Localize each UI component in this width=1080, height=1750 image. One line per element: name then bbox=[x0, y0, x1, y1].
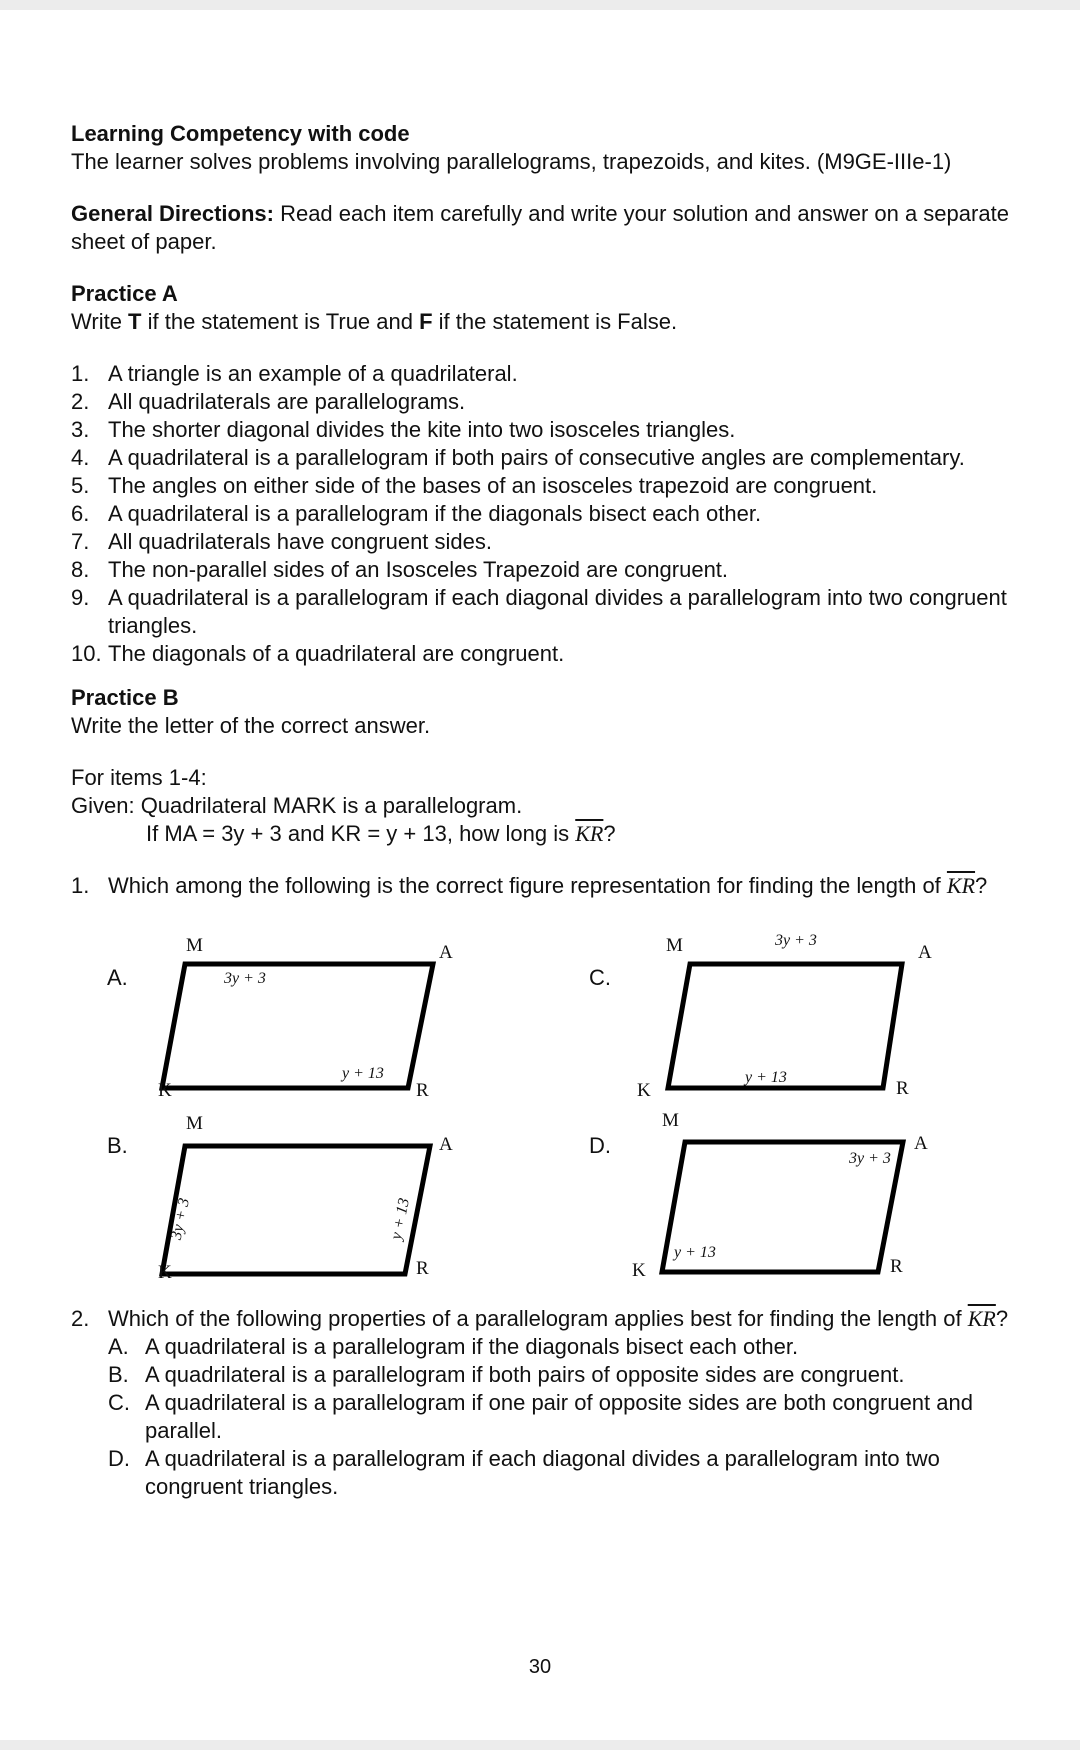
choice-text: A quadrilateral is a parallelogram if the diagonals bisect each other. bbox=[145, 1334, 799, 1359]
condition-text: ? bbox=[603, 821, 616, 846]
vertex-k: K bbox=[158, 1262, 172, 1283]
side-label-top: 3y + 3 bbox=[224, 970, 266, 987]
answer-choices bbox=[108, 1333, 1011, 1501]
vertex-m: M bbox=[662, 1110, 679, 1131]
list-item bbox=[71, 444, 1011, 472]
vertex-k: K bbox=[158, 1080, 172, 1101]
competency-text: The learner solves problems involving parallelograms, trapezoids, and kites. (M9GE-IIIe-1) bbox=[71, 149, 952, 174]
directions-text: Read each item carefully and write your solution and answer on a separate sheet of paper. bbox=[71, 201, 1009, 254]
side-label-bottom: y + 13 bbox=[342, 1065, 384, 1082]
choice-letter: A. bbox=[108, 1334, 129, 1359]
list-item bbox=[71, 388, 1011, 416]
question-body: Which of the following properties of a parallelogram applies best for finding the length of bbox=[108, 1306, 968, 1331]
vertex-m: M bbox=[186, 1113, 203, 1134]
item-text: The non-parallel sides of an Isosceles Trapezoid are congruent. bbox=[108, 557, 729, 582]
item-text: A quadrilateral is a parallelogram if both pairs of consecutive angles are complementary. bbox=[108, 445, 965, 470]
instr-text: Write bbox=[71, 309, 129, 334]
segment-kr: $\overline{KR}$ bbox=[967, 1306, 996, 1331]
item-number: 7. bbox=[71, 529, 90, 554]
page-content bbox=[71, 120, 1011, 900]
list-item bbox=[71, 360, 1011, 388]
side-label-bottom: y + 13 bbox=[674, 1244, 716, 1261]
choice-text: A quadrilateral is a parallelogram if each diagonal divides a parallelogram into two congruent triangles. bbox=[145, 1446, 940, 1499]
question-text bbox=[108, 872, 1011, 900]
question-2-block bbox=[71, 1305, 1011, 1501]
side-label-left: 3y + 3 bbox=[167, 1196, 194, 1242]
option-label-c: C. bbox=[589, 965, 611, 990]
side-label-top: 3y + 3 bbox=[775, 932, 817, 949]
item-text: The shorter diagonal divides the kite into two isosceles triangles. bbox=[108, 417, 736, 442]
vertex-r: R bbox=[896, 1078, 909, 1099]
practice-a-instructions bbox=[71, 308, 1011, 336]
figure-option-c bbox=[580, 932, 960, 1110]
practice-b-heading: Practice B bbox=[71, 685, 179, 710]
segment-kr: $\overline{KR}$ bbox=[575, 821, 604, 846]
vertex-a: A bbox=[439, 942, 453, 963]
choice-text: A quadrilateral is a parallelogram if one pair of opposite sides are both congruent and parallel. bbox=[145, 1390, 973, 1443]
choice-letter: D. bbox=[108, 1446, 130, 1471]
side-label-bottom: y + 13 bbox=[745, 1069, 787, 1086]
question-end: ? bbox=[995, 1306, 1009, 1331]
item-number: 6. bbox=[71, 501, 90, 526]
item-number: 9. bbox=[71, 585, 90, 610]
item-number: 4. bbox=[71, 445, 90, 470]
competency-heading: Learning Competency with code bbox=[71, 121, 410, 146]
question-number: 2. bbox=[71, 1306, 90, 1331]
page-number: 30 bbox=[528, 1656, 552, 1678]
vertex-r: R bbox=[890, 1256, 903, 1277]
directions bbox=[71, 200, 1011, 256]
given-text: Given: Quadrilateral MARK is a parallelogram. bbox=[71, 793, 523, 818]
choice-letter: C. bbox=[108, 1390, 130, 1415]
vertex-a: A bbox=[439, 1134, 453, 1155]
list-item bbox=[71, 640, 1011, 668]
option-label-a: A. bbox=[107, 965, 128, 990]
item-text: A triangle is an example of a quadrilateral. bbox=[108, 361, 518, 386]
practice-b-instructions: Write the letter of the correct answer. bbox=[71, 713, 431, 738]
instr-text: if the statement is True and bbox=[141, 309, 420, 334]
instr-text: if the statement is False. bbox=[432, 309, 678, 334]
question-end: ? bbox=[975, 873, 988, 898]
list-item bbox=[71, 416, 1011, 444]
parallelogram-shape bbox=[162, 1146, 430, 1274]
vertex-a: A bbox=[914, 1133, 928, 1154]
document-page bbox=[0, 10, 1080, 1740]
vertex-m: M bbox=[186, 935, 203, 956]
segment-kr: $\overline{KR}$ bbox=[946, 873, 976, 898]
choice-letter: B. bbox=[108, 1362, 129, 1387]
item-number: 5. bbox=[71, 473, 90, 498]
parallelogram-shape bbox=[162, 964, 433, 1088]
question-text bbox=[108, 1305, 1011, 1333]
figure-option-d bbox=[580, 1110, 960, 1290]
vertex-r: R bbox=[416, 1080, 429, 1101]
side-label-right: 3y + 3 bbox=[849, 1150, 891, 1167]
vertex-r: R bbox=[416, 1258, 429, 1279]
question-2 bbox=[71, 1305, 1011, 1333]
vertex-k: K bbox=[637, 1080, 651, 1101]
list-item bbox=[71, 528, 1011, 556]
question-body: Which among the following is the correct figure representation for finding the length of bbox=[108, 873, 947, 898]
condition-text: If MA = 3y + 3 and KR = y + 13, how long is bbox=[146, 821, 576, 846]
item-text: The diagonals of a quadrilateral are congruent. bbox=[108, 641, 565, 666]
instr-t: T bbox=[128, 309, 142, 334]
item-text: All quadrilaterals have congruent sides. bbox=[108, 529, 493, 554]
option-label-b: B. bbox=[107, 1133, 128, 1158]
question-number: 1. bbox=[71, 873, 90, 898]
choice-a bbox=[108, 1333, 1011, 1361]
list-item bbox=[71, 584, 1011, 640]
item-number: 2. bbox=[71, 389, 90, 414]
vertex-k: K bbox=[632, 1260, 646, 1281]
item-text: All quadrilaterals are parallelograms. bbox=[108, 389, 466, 414]
item-number: 1. bbox=[71, 361, 90, 386]
option-label-d: D. bbox=[589, 1133, 611, 1158]
practice-a-heading: Practice A bbox=[71, 281, 178, 306]
figure-option-a bbox=[100, 935, 480, 1110]
question-1 bbox=[71, 872, 1011, 900]
item-text: A quadrilateral is a parallelogram if each diagonal divides a parallelogram into two congruent triangles. bbox=[108, 585, 1007, 638]
choice-c bbox=[108, 1389, 1011, 1445]
choice-b bbox=[108, 1361, 1011, 1389]
practice-a-list bbox=[71, 360, 1011, 668]
instr-f: F bbox=[419, 309, 433, 334]
item-number: 8. bbox=[71, 557, 90, 582]
vertex-a: A bbox=[918, 942, 932, 963]
choice-text: A quadrilateral is a parallelogram if both pairs of opposite sides are congruent. bbox=[145, 1362, 905, 1387]
vertex-m: M bbox=[666, 935, 683, 956]
list-item bbox=[71, 556, 1011, 584]
figure-option-b bbox=[100, 1113, 480, 1290]
side-label-right: y + 13 bbox=[387, 1196, 414, 1242]
item-number: 10. bbox=[71, 641, 102, 666]
list-item bbox=[71, 472, 1011, 500]
list-item bbox=[71, 500, 1011, 528]
for-items-label: For items 1-4: bbox=[71, 765, 207, 790]
item-text: A quadrilateral is a parallelogram if the diagonals bisect each other. bbox=[108, 501, 762, 526]
item-text: The angles on either side of the bases of an isosceles trapezoid are congruent. bbox=[108, 473, 878, 498]
choice-d bbox=[108, 1445, 1011, 1501]
item-number: 3. bbox=[71, 417, 90, 442]
given-condition bbox=[71, 820, 1011, 848]
directions-heading: General Directions: bbox=[71, 201, 274, 226]
